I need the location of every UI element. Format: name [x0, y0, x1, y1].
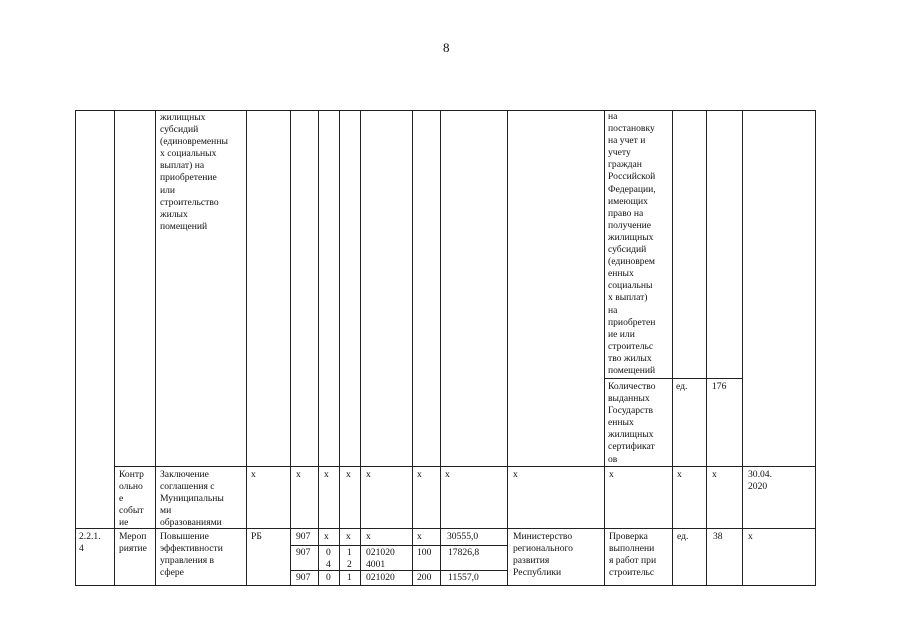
row2-type: Контр ольно е событ ие — [119, 469, 144, 529]
row3-sub2-sum: 11557,0 — [448, 572, 479, 583]
row2-x-vr: х — [417, 469, 422, 480]
row3-sub2-grbs: 907 — [296, 572, 311, 583]
row3-sub1-grbs: 907 — [296, 547, 311, 558]
row2-x-sum: х — [445, 469, 450, 480]
row2-name: Заключение соглашения с Муниципальны ми образованиями — [160, 469, 224, 529]
row3-sub2-pr: 1 — [347, 572, 352, 583]
page-number: 8 — [443, 40, 450, 55]
row1-indicator-1: на постановку на учет и учету граждан Российской Федерации, имеющих право на получение жилищных субсидий (единоврем енных социальны х выплат) на приобретен ие или строительс тво жилых помещений — [608, 111, 656, 376]
row1-value-2: 176 — [712, 381, 727, 392]
row2-x-source: х — [251, 469, 256, 480]
row2-x-rz: х — [324, 469, 329, 480]
row3-x-csr: х — [366, 531, 371, 542]
row3-sub2-csr: 021020 — [366, 572, 395, 583]
row3-sub2-vr: 200 — [417, 572, 432, 583]
row3-sub1-sum: 17826,8 — [448, 547, 480, 558]
row3-x-vr: х — [417, 531, 422, 542]
row3-x-rz: х — [324, 531, 329, 542]
row2-x-unit: х — [677, 469, 682, 480]
row2-x-indicator: х — [609, 469, 614, 480]
row2-date: 30.04. 2020 — [748, 469, 772, 493]
row3-type: Мероп риятие — [119, 531, 147, 555]
row2-x-csr: х — [366, 469, 371, 480]
row3-sub2-rz: 0 — [326, 572, 331, 583]
row2-x-value: х — [712, 469, 717, 480]
row2-x-grbs: х — [296, 469, 301, 480]
row3-x-date: х — [748, 531, 753, 542]
row3-sub1-pr: 1 2 — [347, 547, 352, 571]
row3-unit: ед. — [677, 531, 689, 542]
row2-x-executor: х — [513, 469, 518, 480]
row3-grbs: 907 — [296, 531, 311, 542]
row3-sub1-csr: 021020 4001 — [366, 547, 395, 571]
row3-total: 30555,0 — [447, 531, 479, 542]
row1-indicator-2: Количество выданных Государств енных жилищных сертификат ов — [608, 381, 656, 465]
row3-x-pr: х — [346, 531, 351, 542]
row3-sub1-rz: 0 4 — [326, 547, 331, 571]
row3-indicator: Проверка выполнени я работ при строительс — [609, 531, 657, 579]
row3-source: РБ — [251, 531, 262, 542]
row2-x-pr: х — [346, 469, 351, 480]
row3-sub1-vr: 100 — [417, 547, 432, 558]
row1-name: жилищных субсидий (единовременны х социальных выплат) на приобретение или строительство жилых помещений — [160, 112, 228, 232]
row3-executor: Министерство регионального развития Республики — [513, 531, 573, 579]
row1-unit-2: ед. — [676, 381, 688, 392]
row3-value: 38 — [713, 531, 723, 542]
row3-name: Повышение эффективности управления в сфере — [160, 531, 223, 579]
row3-number: 2.2.1. 4 — [79, 531, 101, 555]
